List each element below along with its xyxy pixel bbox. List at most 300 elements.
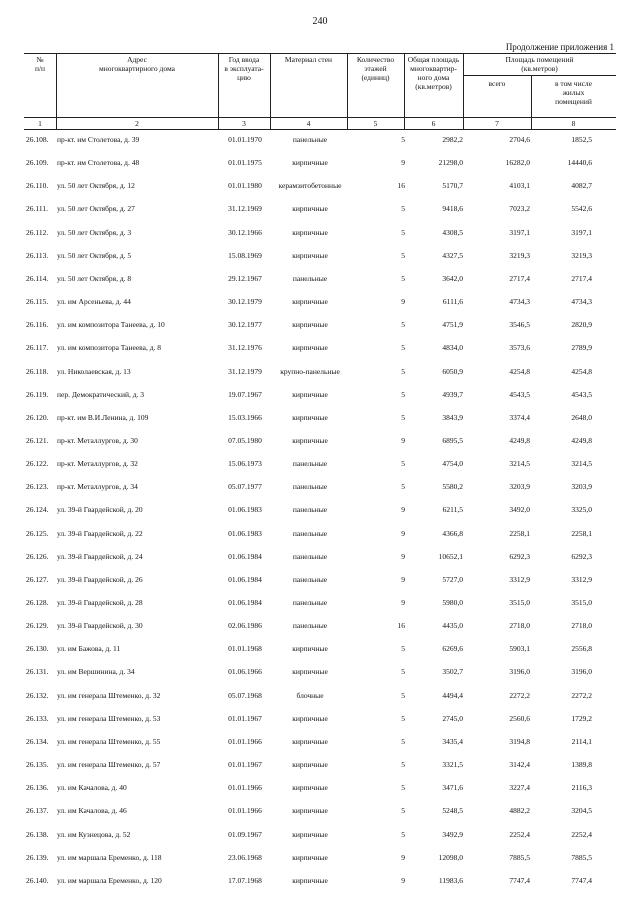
header-year: Год ввода в эксплуата- цию bbox=[224, 55, 264, 82]
row-premises-residential: 2648,0 bbox=[571, 412, 592, 422]
row-year: 07.05.1980 bbox=[228, 435, 262, 445]
table-row bbox=[0, 691, 640, 701]
row-floors: 9 bbox=[401, 852, 405, 862]
row-year: 01.06.1984 bbox=[228, 551, 262, 561]
row-number: 26.116. bbox=[26, 320, 49, 330]
row-premises-residential: 3196,0 bbox=[571, 667, 592, 677]
row-wall-material: кирпичные bbox=[292, 667, 328, 677]
row-year: 30.12.1966 bbox=[228, 227, 262, 237]
row-premises-all: 2717,4 bbox=[509, 273, 530, 283]
header-all: всего bbox=[488, 79, 506, 88]
row-wall-material: панельные bbox=[292, 273, 328, 283]
row-number: 26.131. bbox=[26, 667, 49, 677]
table-row bbox=[0, 181, 640, 191]
row-total-area: 3471,6 bbox=[442, 783, 463, 793]
row-premises-all: 7023,2 bbox=[509, 204, 530, 214]
row-year: 05.07.1968 bbox=[228, 690, 262, 700]
row-floors: 5 bbox=[401, 783, 405, 793]
row-floors: 9 bbox=[401, 528, 405, 538]
row-total-area: 4308,5 bbox=[442, 227, 463, 237]
row-premises-all: 7885,5 bbox=[509, 852, 530, 862]
row-year: 30.12.1979 bbox=[228, 297, 262, 306]
row-number: 26.119. bbox=[26, 389, 49, 399]
row-number: 26.120. bbox=[26, 412, 49, 422]
row-number: 26.109. bbox=[26, 158, 49, 168]
row-floors: 5 bbox=[401, 273, 405, 283]
table-row bbox=[0, 783, 640, 793]
row-premises-all: 4249,8 bbox=[509, 435, 530, 445]
header-floors: Количество этажей (единиц) bbox=[356, 55, 395, 82]
header-residential: в том числе жилых помещений bbox=[554, 79, 592, 106]
row-floors: 9 bbox=[401, 435, 405, 445]
row-year: 19.07.1967 bbox=[228, 389, 262, 399]
row-premises-all: 2560,6 bbox=[509, 713, 530, 723]
table-row bbox=[0, 204, 640, 214]
row-premises-all: 5903,1 bbox=[509, 644, 530, 654]
row-number: 26.127. bbox=[26, 574, 49, 584]
row-year: 01.09.1967 bbox=[228, 829, 262, 839]
row-premises-all: 4543,5 bbox=[509, 389, 530, 399]
row-premises-residential: 2717,4 bbox=[571, 273, 592, 283]
row-floors: 5 bbox=[401, 644, 405, 654]
row-year: 01.01.1968 bbox=[228, 644, 262, 654]
row-address: ул. им Бажова, д. 11 bbox=[57, 644, 121, 654]
row-year: 29.12.1967 bbox=[228, 273, 262, 283]
row-premises-residential: 3219,3 bbox=[571, 250, 592, 260]
row-premises-residential: 4254,8 bbox=[571, 366, 592, 376]
row-premises-all: 2252,4 bbox=[509, 829, 530, 839]
row-total-area: 5727,0 bbox=[442, 574, 463, 584]
row-premises-all: 2718,0 bbox=[509, 621, 530, 631]
table-row bbox=[0, 135, 640, 145]
row-address: пр-кт. Металлургов, д. 30 bbox=[57, 435, 138, 445]
table-row bbox=[0, 714, 640, 724]
colnum-2: 2 bbox=[135, 119, 139, 128]
row-floors: 9 bbox=[401, 505, 405, 515]
header-walls: Материал стен bbox=[284, 55, 333, 64]
row-floors: 5 bbox=[401, 667, 405, 677]
row-floors: 5 bbox=[401, 482, 405, 492]
row-total-area: 4834,0 bbox=[442, 343, 463, 353]
table-row bbox=[0, 830, 640, 840]
row-number: 26.117. bbox=[26, 343, 49, 353]
row-address: ул. им Вершинина, д. 34 bbox=[57, 667, 135, 677]
row-wall-material: кирпичные bbox=[292, 435, 328, 445]
row-year: 01.01.1970 bbox=[228, 135, 262, 144]
row-number: 26.113. bbox=[26, 250, 49, 260]
row-number: 26.132. bbox=[26, 690, 49, 700]
row-premises-residential: 5542,6 bbox=[571, 204, 592, 214]
table-row bbox=[0, 644, 640, 654]
row-address: ул. 50 лет Октября, д. 12 bbox=[57, 181, 135, 191]
row-address: ул. 39-й Гвардейской, д. 24 bbox=[57, 551, 143, 561]
row-floors: 5 bbox=[401, 343, 405, 353]
row-floors: 9 bbox=[401, 551, 405, 561]
table-row bbox=[0, 320, 640, 330]
table-row bbox=[0, 575, 640, 585]
row-premises-residential: 7747,4 bbox=[571, 875, 592, 885]
header-premises-area: Площадь помещений (кв.метров) bbox=[505, 55, 574, 73]
row-wall-material: панельные bbox=[292, 574, 328, 584]
row-premises-all: 4882,2 bbox=[509, 806, 530, 816]
row-floors: 5 bbox=[401, 760, 405, 769]
row-total-area: 5248,5 bbox=[442, 806, 463, 816]
row-year: 01.01.1967 bbox=[228, 713, 262, 723]
row-premises-residential: 1729,2 bbox=[571, 713, 592, 723]
row-total-area: 4754,0 bbox=[442, 459, 463, 469]
row-number: 26.118. bbox=[26, 366, 49, 376]
row-year: 01.01.1966 bbox=[228, 783, 262, 793]
row-address: ул. им композитора Танеева, д. 10 bbox=[57, 320, 165, 330]
row-wall-material: керамзитобетонные bbox=[278, 181, 342, 191]
table-row bbox=[0, 413, 640, 423]
row-premises-residential: 4082,7 bbox=[571, 181, 592, 191]
row-premises-residential: 2718,0 bbox=[571, 621, 592, 631]
row-address: ул. 50 лет Октября, д. 8 bbox=[57, 273, 132, 283]
row-premises-all: 3214,5 bbox=[509, 459, 530, 469]
row-address: ул. им генерала Штеменко, д. 53 bbox=[57, 713, 161, 723]
row-premises-all: 3573,6 bbox=[509, 343, 530, 353]
row-floors: 5 bbox=[401, 806, 405, 816]
row-year: 05.07.1977 bbox=[228, 482, 262, 492]
row-premises-all: 4734,3 bbox=[509, 297, 530, 306]
table-row bbox=[0, 459, 640, 469]
row-number: 26.133. bbox=[26, 713, 49, 723]
row-premises-residential: 2556,8 bbox=[571, 644, 592, 654]
row-premises-all: 2704,6 bbox=[509, 135, 530, 144]
row-number: 26.137. bbox=[26, 806, 49, 816]
row-year: 01.06.1984 bbox=[228, 574, 262, 584]
row-premises-residential: 2820,9 bbox=[571, 320, 592, 330]
row-premises-all: 3515,0 bbox=[509, 598, 530, 607]
row-premises-residential: 3214,5 bbox=[571, 459, 592, 469]
row-wall-material: панельные bbox=[292, 135, 328, 144]
table-row bbox=[0, 482, 640, 492]
row-wall-material: панельные bbox=[292, 621, 328, 631]
row-premises-all: 3196,0 bbox=[509, 667, 530, 677]
row-address: ул. им генерала Штеменко, д. 57 bbox=[57, 760, 161, 769]
table-row bbox=[0, 853, 640, 863]
row-premises-all: 6292,3 bbox=[509, 551, 530, 561]
row-premises-all: 3142,4 bbox=[509, 760, 530, 769]
row-premises-all: 3546,5 bbox=[509, 320, 530, 330]
row-floors: 5 bbox=[401, 690, 405, 700]
row-premises-residential: 1389,8 bbox=[571, 760, 592, 769]
row-total-area: 4366,8 bbox=[442, 528, 463, 538]
row-total-area: 5170,7 bbox=[442, 181, 463, 191]
row-wall-material: кирпичные bbox=[292, 783, 328, 793]
row-premises-residential: 3325,0 bbox=[571, 505, 592, 515]
row-floors: 5 bbox=[401, 713, 405, 723]
row-number: 26.128. bbox=[26, 598, 49, 607]
row-premises-residential: 2272,2 bbox=[571, 690, 592, 700]
row-number: 26.130. bbox=[26, 644, 49, 654]
row-total-area: 11983,6 bbox=[438, 875, 463, 885]
row-wall-material: панельные bbox=[292, 482, 328, 492]
row-total-area: 3843,9 bbox=[442, 412, 463, 422]
row-year: 30.12.1977 bbox=[228, 320, 262, 330]
row-wall-material: кирпичные bbox=[292, 829, 328, 839]
row-year: 01.01.1966 bbox=[228, 736, 262, 746]
row-address: ул. 39-й Гвардейской, д. 30 bbox=[57, 621, 143, 631]
row-number: 26.126. bbox=[26, 551, 49, 561]
row-wall-material: панельные bbox=[292, 598, 328, 607]
row-wall-material: панельные bbox=[292, 528, 328, 538]
row-premises-residential: 2258,1 bbox=[571, 528, 592, 538]
row-premises-residential: 7885,5 bbox=[571, 852, 592, 862]
row-wall-material: кирпичные bbox=[292, 158, 328, 168]
row-wall-material: крупно-панельные bbox=[280, 366, 340, 376]
row-wall-material: кирпичные bbox=[292, 760, 328, 769]
row-year: 01.01.1975 bbox=[228, 158, 262, 168]
row-number: 26.138. bbox=[26, 829, 49, 839]
row-number: 26.125. bbox=[26, 528, 49, 538]
table-row bbox=[0, 158, 640, 168]
row-year: 01.06.1966 bbox=[228, 667, 262, 677]
row-year: 17.07.1968 bbox=[228, 875, 262, 885]
row-number: 26.110. bbox=[26, 181, 49, 191]
row-total-area: 4435,0 bbox=[442, 621, 463, 631]
row-premises-all: 3203,9 bbox=[509, 482, 530, 492]
row-premises-all: 4103,1 bbox=[509, 181, 530, 191]
row-year: 01.01.1980 bbox=[228, 181, 262, 191]
row-floors: 5 bbox=[401, 135, 405, 144]
table-row bbox=[0, 343, 640, 353]
row-floors: 16 bbox=[397, 621, 405, 631]
row-address: пр-кт. им В.И.Ленина, д. 109 bbox=[57, 412, 149, 422]
row-floors: 5 bbox=[401, 320, 405, 330]
row-premises-residential: 4734,3 bbox=[571, 297, 592, 306]
colnum-5: 5 bbox=[373, 119, 378, 128]
row-premises-residential: 2114,1 bbox=[571, 736, 592, 746]
row-wall-material: кирпичные bbox=[292, 320, 328, 330]
table-row bbox=[0, 598, 640, 608]
row-floors: 5 bbox=[401, 829, 405, 839]
row-total-area: 4494,4 bbox=[442, 690, 463, 700]
row-number: 26.121. bbox=[26, 435, 49, 445]
row-wall-material: кирпичные bbox=[292, 343, 328, 353]
row-address: ул. Николаевская, д. 13 bbox=[57, 366, 131, 376]
header-num: № п/п bbox=[34, 55, 46, 73]
row-year: 15.03.1966 bbox=[228, 412, 262, 422]
row-total-area: 2745,0 bbox=[442, 713, 463, 723]
row-address: пр-кт. Металлургов, д. 32 bbox=[57, 459, 138, 469]
row-number: 26.129. bbox=[26, 621, 49, 631]
row-wall-material: кирпичные bbox=[292, 412, 328, 422]
row-address: ул. им генерала Штеменко, д. 55 bbox=[57, 736, 161, 746]
row-floors: 5 bbox=[401, 227, 405, 237]
row-floors: 9 bbox=[401, 598, 405, 607]
row-floors: 9 bbox=[401, 297, 405, 306]
row-address: пр-кт. им Столетова, д. 48 bbox=[57, 158, 140, 168]
table-row bbox=[0, 552, 640, 562]
row-year: 31.12.1969 bbox=[228, 204, 262, 214]
row-floors: 9 bbox=[401, 875, 405, 885]
table-row bbox=[0, 297, 640, 307]
row-address: ул. им композитора Танеева, д. 8 bbox=[57, 343, 162, 353]
row-floors: 5 bbox=[401, 204, 405, 214]
row-wall-material: кирпичные bbox=[292, 227, 328, 237]
header-total-area: Общая площадь многоквартир- ного дома (кв.метров) bbox=[407, 55, 460, 91]
row-wall-material: кирпичные bbox=[292, 852, 328, 862]
row-total-area: 21298,0 bbox=[438, 158, 463, 168]
row-premises-residential: 3197,1 bbox=[571, 227, 592, 237]
table-row bbox=[0, 505, 640, 515]
row-year: 31.12.1979 bbox=[228, 366, 262, 376]
table-row bbox=[0, 760, 640, 770]
row-total-area: 6211,5 bbox=[442, 505, 463, 515]
row-number: 26.124. bbox=[26, 505, 49, 515]
row-address: ул. им маршала Еременко, д. 118 bbox=[57, 852, 162, 862]
row-premises-all: 3194,8 bbox=[509, 736, 530, 746]
row-floors: 16 bbox=[397, 181, 405, 191]
row-year: 01.01.1967 bbox=[228, 760, 262, 769]
row-floors: 9 bbox=[401, 574, 405, 584]
row-year: 02.06.1986 bbox=[228, 621, 262, 631]
table-row bbox=[0, 529, 640, 539]
row-number: 26.108. bbox=[26, 135, 49, 144]
row-number: 26.112. bbox=[26, 227, 49, 237]
row-address: ул. 39-й Гвардейской, д. 26 bbox=[57, 574, 143, 584]
row-total-area: 10652,1 bbox=[438, 551, 463, 561]
row-total-area: 6895,5 bbox=[442, 435, 463, 445]
row-premises-all: 4254,8 bbox=[509, 366, 530, 376]
row-premises-residential: 2252,4 bbox=[571, 829, 592, 839]
row-wall-material: кирпичные bbox=[292, 644, 328, 654]
row-address: пер. Демократический, д. 3 bbox=[57, 389, 145, 399]
row-wall-material: кирпичные bbox=[292, 389, 328, 399]
row-total-area: 9418,6 bbox=[442, 204, 463, 214]
row-premises-all: 3227,4 bbox=[509, 783, 530, 793]
row-address: ул. 50 лет Октября, д. 3 bbox=[57, 227, 132, 237]
row-floors: 9 bbox=[401, 158, 405, 168]
colnum-1: 1 bbox=[38, 119, 42, 128]
row-year: 01.06.1983 bbox=[228, 528, 262, 538]
row-address: ул. им Качалова, д. 46 bbox=[57, 806, 127, 816]
row-total-area: 5980,0 bbox=[442, 598, 463, 607]
row-address: ул. им Качалова, д. 40 bbox=[57, 783, 127, 793]
row-premises-residential: 14440,6 bbox=[567, 158, 592, 168]
row-floors: 5 bbox=[401, 736, 405, 746]
row-total-area: 12098,0 bbox=[438, 852, 463, 862]
row-premises-residential: 4249,8 bbox=[571, 435, 592, 445]
table-row bbox=[0, 251, 640, 261]
row-floors: 5 bbox=[401, 412, 405, 422]
row-premises-all: 3374,4 bbox=[509, 412, 530, 422]
row-premises-residential: 3203,9 bbox=[571, 482, 592, 492]
row-wall-material: панельные bbox=[292, 505, 328, 515]
row-number: 26.139. bbox=[26, 852, 49, 862]
colnum-8: 8 bbox=[571, 119, 576, 128]
row-wall-material: кирпичные bbox=[292, 297, 328, 306]
row-year: 15.08.1969 bbox=[228, 250, 262, 260]
row-premises-residential: 3515,0 bbox=[571, 598, 592, 607]
table-row bbox=[0, 367, 640, 377]
row-address: ул. 50 лет Октября, д. 5 bbox=[57, 250, 132, 260]
row-wall-material: кирпичные bbox=[292, 250, 328, 260]
row-address: пр-кт. Металлургов, д. 34 bbox=[57, 482, 138, 492]
header-address: Адрес многоквартирного дома bbox=[99, 55, 175, 73]
row-number: 26.135. bbox=[26, 760, 49, 769]
row-total-area: 3642,0 bbox=[442, 273, 463, 283]
row-year: 15.06.1973 bbox=[228, 459, 262, 469]
row-address: ул. им маршала Еременко, д. 120 bbox=[57, 875, 162, 885]
row-address: ул. им генерала Штеменко, д. 32 bbox=[57, 690, 161, 700]
row-floors: 5 bbox=[401, 250, 405, 260]
row-year: 31.12.1976 bbox=[228, 343, 262, 353]
row-premises-all: 16282,0 bbox=[505, 158, 530, 168]
row-total-area: 6111,6 bbox=[442, 297, 463, 306]
row-address: ул. 39-й Гвардейской, д. 20 bbox=[57, 505, 143, 515]
row-premises-all: 3312,9 bbox=[509, 574, 530, 584]
row-wall-material: кирпичные bbox=[292, 736, 328, 746]
table-row bbox=[0, 737, 640, 747]
row-premises-residential: 4543,5 bbox=[571, 389, 592, 399]
row-total-area: 3321,5 bbox=[442, 760, 463, 769]
row-premises-all: 3492,0 bbox=[509, 505, 530, 515]
row-address: пр-кт. им Столетова, д. 39 bbox=[57, 135, 140, 144]
row-year: 23.06.1968 bbox=[228, 852, 262, 862]
row-number: 26.136. bbox=[26, 783, 49, 793]
table-row bbox=[0, 806, 640, 816]
row-address: ул. 50 лет Октября, д. 27 bbox=[57, 204, 135, 214]
row-floors: 5 bbox=[401, 366, 405, 376]
continuation-note: Продолжение приложения 1 bbox=[505, 42, 614, 52]
row-total-area: 3492,9 bbox=[442, 829, 463, 839]
row-address: ул. 39-й Гвардейской, д. 28 bbox=[57, 598, 143, 607]
colnum-6: 6 bbox=[431, 119, 436, 128]
page-number: 240 bbox=[312, 16, 328, 27]
row-wall-material: блочные bbox=[296, 690, 324, 700]
row-premises-all: 3197,1 bbox=[509, 227, 530, 237]
row-total-area: 4327,5 bbox=[442, 250, 463, 260]
row-wall-material: кирпичные bbox=[292, 713, 328, 723]
colnum-4: 4 bbox=[306, 119, 311, 128]
row-number: 26.134. bbox=[26, 736, 49, 746]
row-total-area: 5580,2 bbox=[442, 482, 463, 492]
table-row bbox=[0, 876, 640, 886]
row-address: ул. им Арсеньева, д. 44 bbox=[57, 297, 131, 306]
row-floors: 5 bbox=[401, 459, 405, 469]
row-total-area: 4751,9 bbox=[442, 320, 463, 330]
row-total-area: 3435,4 bbox=[442, 736, 463, 746]
row-address: ул. 39-й Гвардейской, д. 22 bbox=[57, 528, 143, 538]
row-number: 26.111. bbox=[26, 204, 48, 214]
row-wall-material: кирпичные bbox=[292, 875, 328, 885]
row-wall-material: панельные bbox=[292, 551, 328, 561]
colnum-3: 3 bbox=[242, 119, 246, 128]
row-number: 26.114. bbox=[26, 273, 49, 283]
colnum-7: 7 bbox=[495, 119, 499, 128]
row-number: 26.115. bbox=[26, 297, 49, 306]
row-premises-residential: 1852,5 bbox=[571, 135, 592, 144]
row-premises-all: 2272,2 bbox=[509, 690, 530, 700]
row-total-area: 2982,2 bbox=[442, 135, 463, 144]
row-total-area: 6050,9 bbox=[442, 366, 463, 376]
table-row bbox=[0, 274, 640, 284]
row-premises-all: 2258,1 bbox=[509, 528, 530, 538]
row-premises-all: 7747,4 bbox=[509, 875, 530, 885]
row-number: 26.122. bbox=[26, 459, 49, 469]
row-premises-all: 3219,3 bbox=[509, 250, 530, 260]
row-total-area: 3502,7 bbox=[442, 667, 463, 677]
row-floors: 5 bbox=[401, 389, 405, 399]
row-total-area: 4939,7 bbox=[442, 389, 463, 399]
row-premises-residential: 2789,9 bbox=[571, 343, 592, 353]
row-premises-residential: 2116,3 bbox=[571, 783, 592, 793]
row-number: 26.140. bbox=[26, 875, 49, 885]
table-row bbox=[0, 667, 640, 677]
